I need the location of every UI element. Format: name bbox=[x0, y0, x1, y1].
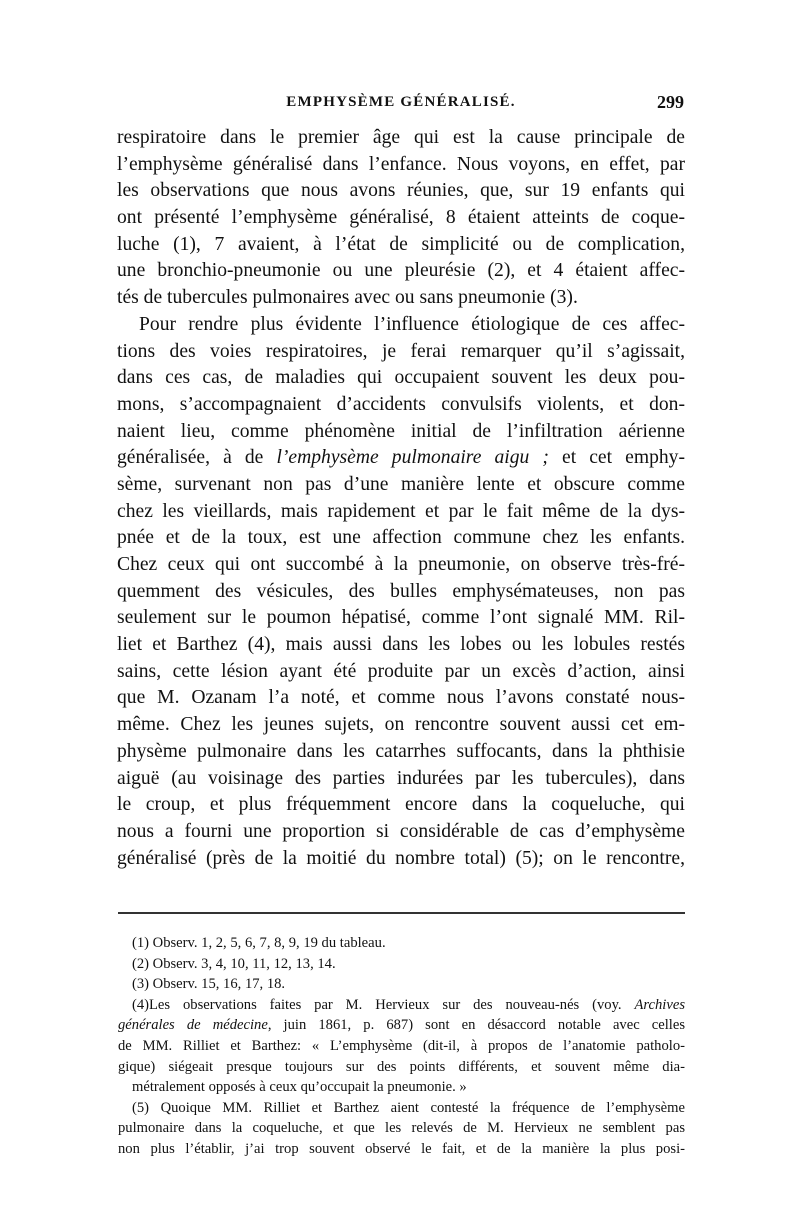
text-line: mons, s’accompagnaient d’accidents convulsifs violents, et don- bbox=[117, 393, 685, 415]
text-line: nous a fourni une proportion si considérable de cas d’emphysème bbox=[117, 820, 685, 842]
footnote-line: gique) siégeait presque toujours sur des points différents, et souvent même dia- bbox=[118, 1058, 685, 1075]
text-line: aiguë (au voisinage des parties indurées par les tubercules), dans bbox=[117, 767, 685, 789]
text-line: même. Chez les jeunes sujets, on rencontre souvent aussi cet em- bbox=[117, 714, 685, 736]
text-line: sains, cette lésion ayant été produite par un excès d’action, ainsi bbox=[117, 660, 685, 682]
footnote-line: (5) Quoique MM. Rilliet et Barthez aient contesté la fréquence de l’emphysème bbox=[132, 1099, 685, 1116]
page-header bbox=[118, 94, 684, 120]
footnote-line: (3) Observ. 15, 16, 17, 18. bbox=[132, 976, 286, 993]
text-line: Pour rendre plus évidente l’influence étiologique de ces affec- bbox=[139, 313, 685, 335]
text-line-italic: l’emphysème pulmonaire aigu ; bbox=[276, 447, 549, 469]
text-line: physème pulmonaire dans les catarrhes suffocants, dans la phthisie bbox=[117, 740, 685, 762]
running-head: EMPHYSÈME GÉNÉRALISÉ. bbox=[286, 94, 516, 110]
body-text bbox=[117, 125, 685, 872]
footnote-line: (2) Observ. 3, 4, 10, 11, 12, 13, 14. bbox=[132, 955, 336, 972]
footnote-line-italic: Archives bbox=[634, 996, 685, 1013]
text-line bbox=[117, 445, 685, 472]
text-line-segment: et cet emphy- bbox=[548, 447, 685, 469]
footnote-line: métralement opposés à ceux qu’occupait la pneumonie. » bbox=[132, 1079, 467, 1096]
text-line: chez les vieillards, mais rapidement et par le fait même de la dys- bbox=[117, 500, 685, 522]
text-line: les observations que nous avons réunies, que, sur 19 enfants qui bbox=[117, 180, 685, 202]
text-line: une bronchio-pneumonie ou une pleurésie (2), et 4 étaient affec- bbox=[117, 260, 685, 282]
text-line: ont présenté l’emphysème généralisé, 8 étaient atteints de coque- bbox=[117, 207, 685, 229]
footnote-line: (1) Observ. 1, 2, 5, 6, 7, 8, 9, 19 du tableau. bbox=[132, 935, 386, 951]
text-line: liet et Barthez (4), mais aussi dans les lobes ou les lobules restés bbox=[117, 634, 685, 656]
text-line: sème, survenant non pas d’une manière lente et obscure comme bbox=[117, 473, 685, 495]
text-line-segment: généralisée, à de bbox=[117, 447, 277, 469]
footnote-line-segment: , juin 1861, p. 687) sont en désaccord notable avec celles bbox=[267, 1017, 685, 1034]
text-line: seulement sur le poumon hépatisé, comme l’ont signalé MM. Ril- bbox=[117, 607, 685, 629]
text-line: l’emphysème généralisé dans l’enfance. Nous voyons, en effet, par bbox=[117, 153, 685, 175]
footnote-line-segment: (4)Les observations faites par M. Hervieux sur des nouveau-nés (voy. bbox=[132, 996, 635, 1013]
text-line: luche (1), 7 avaient, à l’état de simplicité ou de complication, bbox=[117, 233, 685, 255]
page-number: 299 bbox=[657, 92, 684, 112]
text-line: naient lieu, comme phénomène initial de l’infiltration aérienne bbox=[117, 420, 685, 442]
footnote-line: non plus l’établir, j’ai trop souvent observé le fait, et de la manière la plus posi- bbox=[118, 1140, 685, 1157]
footnote-line: pulmonaire dans la coqueluche, et que les relevés de M. Hervieux ne semblent pas bbox=[118, 1120, 685, 1137]
footnotes bbox=[118, 933, 685, 1160]
footnote-line bbox=[118, 995, 685, 1016]
footnote-line bbox=[118, 1015, 685, 1036]
footnote-line: de MM. Rilliet et Barthez: « L’emphysème (dit-il, à propos de l’anatomie patholo- bbox=[118, 1037, 685, 1054]
text-line: respiratoire dans le premier âge qui est la cause principale de bbox=[117, 127, 685, 148]
text-line: quemment des vésicules, des bulles emphysémateuses, non pas bbox=[117, 580, 685, 602]
text-line: que M. Ozanam l’a noté, et comme nous l’avons constaté nous- bbox=[117, 687, 685, 709]
text-line: pnée et de la toux, est une affection commune chez les enfants. bbox=[117, 527, 685, 549]
text-line: tions des voies respiratoires, je ferai remarquer qu’il s’agissait, bbox=[117, 340, 685, 362]
text-line: généralisé (près de la moitié du nombre total) (5); on le rencontre, bbox=[117, 847, 685, 869]
text-line: tés de tubercules pulmonaires avec ou sans pneumonie (3). bbox=[117, 287, 578, 309]
text-line: le croup, et plus fréquemment encore dans la coqueluche, qui bbox=[117, 794, 685, 816]
footnote-rule bbox=[118, 912, 685, 914]
footnote-line-italic: générales de médecine bbox=[118, 1017, 268, 1034]
text-line: dans ces cas, de maladies qui occupaient souvent les deux pou- bbox=[117, 367, 685, 389]
text-line: Chez ceux qui ont succombé à la pneumonie, on observe très-fré- bbox=[117, 554, 685, 575]
